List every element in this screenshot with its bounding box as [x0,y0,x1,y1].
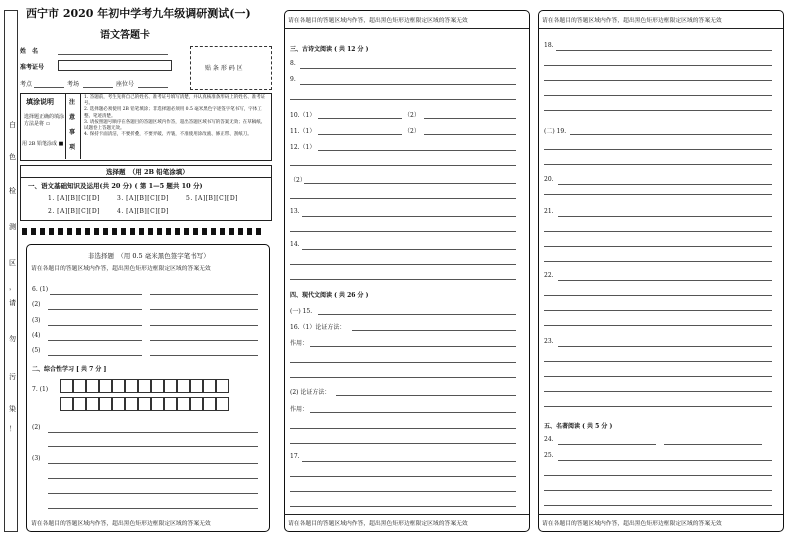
q11-answer-line[interactable] [318,134,402,135]
q7-answer-line[interactable] [48,463,258,464]
side-char: 测 [9,223,16,231]
note-item: 3. 请按照题号顺序在各题目的答题区域内作答，超出答题区域书写的答案无效；在草稿纸、试题卷上答题无效。 [84,119,266,132]
name-field[interactable] [58,54,168,55]
q25-answer-line[interactable] [544,490,772,491]
q14-answer-line[interactable] [290,264,516,265]
q6-item: (4) [32,332,41,339]
q22-label: 22. [544,272,554,279]
q14-answer-line[interactable] [302,249,516,250]
choice-divider [20,177,271,178]
site-label: 考点 [20,81,33,88]
side-char: 勿 [9,335,16,343]
seat-field[interactable] [138,87,168,88]
q16-answer-line[interactable] [336,395,516,396]
q7-item: (3) [32,455,41,462]
col3-panel [538,10,784,532]
q6-answer-line[interactable] [48,309,142,310]
q20-label: 20. [544,176,554,183]
white-detection-strip [4,10,18,532]
side-char: 区 [9,259,16,267]
col1-bottom-warning: 请在各题目的答题区域内作答，超出黑色矩形边框限定区域的答案无效 [31,521,211,527]
q22-answer-line[interactable] [544,310,772,311]
q16-answer-line[interactable] [310,346,516,347]
choice-item[interactable]: 1. [A][B][C][D] [48,195,101,202]
q12-label: 12.（1） [290,144,316,151]
q6-answer-line[interactable] [150,325,258,326]
q7-answer-line[interactable] [48,478,258,479]
room-label: 考场 [67,81,80,88]
q12-answer-line[interactable] [290,198,516,199]
q11-label: 11.（1） [290,128,316,135]
q17-answer-line[interactable] [290,506,516,507]
q21-answer-line[interactable] [558,216,772,217]
q6-answer-line[interactable] [150,294,258,295]
q25-answer-line[interactable] [544,505,772,506]
note-item: 2. 选择题必须使用 2B 铅笔填涂；非选择题必须用 0.5 毫米黑色字迹签字笔书写，字体工整、笔迹清楚。 [84,107,262,119]
choice-item[interactable]: 4. [A][B][C][D] [117,208,170,215]
q19-answer-line[interactable] [544,164,772,165]
q9-answer-line[interactable] [290,99,516,100]
q16-answer-line[interactable] [290,428,516,429]
q12-answer-line[interactable] [318,150,516,151]
col3-divider [538,28,783,29]
q16-effect-label: 作用： [290,406,309,413]
q7-answer-line[interactable] [48,446,258,447]
q22-answer-line[interactable] [558,280,772,281]
pencil-text: 用 2B 铅笔涂成 ■ [22,141,64,147]
q21-answer-line[interactable] [544,246,772,247]
q10-label: （2） [404,112,420,119]
q12-label: （2） [290,177,306,184]
part3-heading: 三、古诗文阅读 ( 共 12 分 ) [290,46,369,53]
q24-label: 24. [544,436,554,443]
q25-answer-line[interactable] [544,475,772,476]
q15-label: (一) 15. [290,308,313,315]
notes-title-char: 事 [69,129,76,136]
q6-answer-line[interactable] [48,355,142,356]
q21-label: 21. [544,208,554,215]
q11-label: （2） [404,128,420,135]
instructions-divider [65,93,66,159]
q14-answer-line[interactable] [290,279,516,280]
side-char: 污 [9,373,16,381]
q8-answer-line[interactable] [300,68,516,69]
nonchoice-heading: 非选择题 （用 0.5 毫米黑色签字笔书写） [88,252,210,260]
part5-heading: 五、名著阅读 ( 共 5 分 ) [544,423,613,430]
q6-answer-line[interactable] [50,294,142,295]
nonchoice-warning: 请在各题目的答题区域内作答，超出黑色矩形边框限定区域的答案无效 [31,266,211,272]
side-char: ！ [9,425,16,433]
q6-answer-line[interactable] [48,325,142,326]
q16-effect-label: 作用： [290,340,309,347]
q7-answer-line[interactable] [48,508,258,509]
q7-answer-line[interactable] [48,432,258,433]
q6-item: (3) [32,317,41,324]
col3-divider [538,514,783,515]
card-subtitle: 语文答题卡 [100,30,150,41]
q20-answer-line[interactable] [558,184,772,185]
q9-answer-line[interactable] [300,84,516,85]
q11-answer-line[interactable] [424,134,516,135]
seat-label: 座位号 [116,81,135,88]
name-label: 姓 名 [20,48,39,55]
side-char: 白 [9,121,16,129]
q19-answer-line[interactable] [544,149,772,150]
q23-answer-line[interactable] [544,376,772,377]
notes-list [84,95,268,138]
site-field[interactable] [34,87,64,88]
side-char: 请 [9,299,16,307]
q16-label: 16.（1）论证方法： [290,324,346,331]
q17-label: 17. [290,453,300,460]
q16-answer-line[interactable] [290,443,516,444]
q12-answer-line[interactable] [304,183,516,184]
col3-top-warning: 请在各题目的答题区域内作答，超出黑色矩形边框限定区域的答案无效 [542,18,722,24]
side-char: 检 [9,187,16,195]
q17-answer-line[interactable] [302,461,516,462]
col2-panel [284,10,530,532]
q10-label: 10.（1） [290,112,316,119]
q22-answer-line[interactable] [544,325,772,326]
room-field[interactable] [83,87,113,88]
col2-top-warning: 请在各题目的答题区域内作答，超出黑色矩形边框限定区域的答案无效 [288,18,468,24]
barcode-label: 贴 条 形 码 区 [205,65,243,72]
q23-answer-line[interactable] [544,361,772,362]
q17-answer-line[interactable] [290,491,516,492]
col2-divider [284,514,529,515]
notes-title-char: 项 [69,144,76,151]
q13-answer-line[interactable] [290,231,516,232]
timing-marks [22,228,261,235]
q24-answer-line[interactable] [664,444,762,445]
q25-label: 25. [544,452,554,459]
q18-label: 18. [544,42,554,49]
q18-answer-line[interactable] [544,110,772,111]
q23-label: 23. [544,338,554,345]
q8-label: 8. [290,60,296,67]
q23-answer-line[interactable] [558,346,772,347]
note-item: 4. 保持卡面清洁，不要折叠，不要弄破、弄皱，不准使用涂改液、修正带、刮纸刀。 [84,132,252,138]
instructions-divider [80,93,81,159]
q23-answer-line[interactable] [544,406,772,407]
choice-item[interactable]: 2. [A][B][C][D] [48,208,101,215]
part4-heading: 四、现代文阅读 ( 共 26 分 ) [290,292,369,299]
exam-no-label: 准考证号 [20,64,45,71]
exam-no-boxes[interactable] [58,60,172,71]
page-title: 西宁市 2020 年初中学考九年级调研测试(一) [26,7,251,20]
q10-answer-line[interactable] [318,118,402,119]
choice-heading: 选择题 （用 2B 铅笔涂填） [106,168,189,176]
q14-label: 14. [290,241,300,248]
q6-answer-line[interactable] [48,340,142,341]
part2-heading: 二、综合性学习 [ 共 7 分 ] [32,366,107,373]
choice-item[interactable]: 5. [A][B][C][D] [186,195,239,202]
q24-answer-line[interactable] [558,444,656,445]
q10-answer-line[interactable] [424,118,516,119]
q17-answer-line[interactable] [290,476,516,477]
q6-answer-line[interactable] [150,355,258,356]
q20-answer-line[interactable] [544,194,772,195]
q18-answer-line[interactable] [556,50,772,51]
q6-item: (2) [32,301,41,308]
q25-answer-line[interactable] [558,460,772,461]
side-char: ， [9,283,16,291]
q6-answer-line[interactable] [150,309,258,310]
q6-answer-line[interactable] [150,340,258,341]
q6-item: 6. (1) [32,286,49,293]
q18-answer-line[interactable] [544,65,772,66]
q19-label: (二) 19. [544,128,567,135]
q23-answer-line[interactable] [544,391,772,392]
q18-answer-line[interactable] [544,80,772,81]
notes-title-char: 注 [69,99,76,106]
q21-answer-line[interactable] [544,231,772,232]
q13-answer-line[interactable] [302,216,516,217]
q7-answer-line[interactable] [48,493,258,494]
note-item: 1. 答题前，考生先将自己的姓名、准考证号填写清楚，并认真核准条形码上的姓名、准考证号。 [84,95,266,107]
q16-answer-line[interactable] [352,330,516,331]
q21-answer-line[interactable] [544,261,772,262]
fill-instructions-title: 填涂说明 [26,97,54,106]
side-char: 染 [9,405,16,413]
q7-item: 7. (1) [32,386,49,393]
col2-bottom-warning: 请在各题目的答题区域内作答，超出黑色矩形边框限定区域的答案无效 [288,521,468,527]
q7-item: (2) [32,424,41,431]
q16-answer-line[interactable] [310,412,516,413]
q19-answer-line[interactable] [570,134,772,135]
choice-item[interactable]: 3. [A][B][C][D] [117,195,170,202]
side-char: 色 [9,153,16,161]
q9-label: 9. [290,76,296,83]
q18-answer-line[interactable] [544,95,772,96]
q22-answer-line[interactable] [544,295,772,296]
q13-label: 13. [290,208,300,215]
q16-label: (2) 论证方法： [290,389,331,396]
notes-title-char: 意 [69,114,76,121]
q12-answer-line[interactable] [290,165,516,166]
choice-part1: 一、语文基础知识及运用(共 20 分) ( 第 1—5 题共 10 分) [28,182,203,190]
q6-item: (5) [32,347,41,354]
q15-answer-line[interactable] [318,314,516,315]
q16-answer-line[interactable] [290,377,516,378]
col3-bottom-warning: 请在各题目的答题区域内作答，超出黑色矩形边框限定区域的答案无效 [542,521,722,527]
col2-divider [284,28,529,29]
q16-answer-line[interactable] [290,362,516,363]
fill-instructions-text: 选择题正确的填涂方法是将 ▭ [24,114,65,127]
